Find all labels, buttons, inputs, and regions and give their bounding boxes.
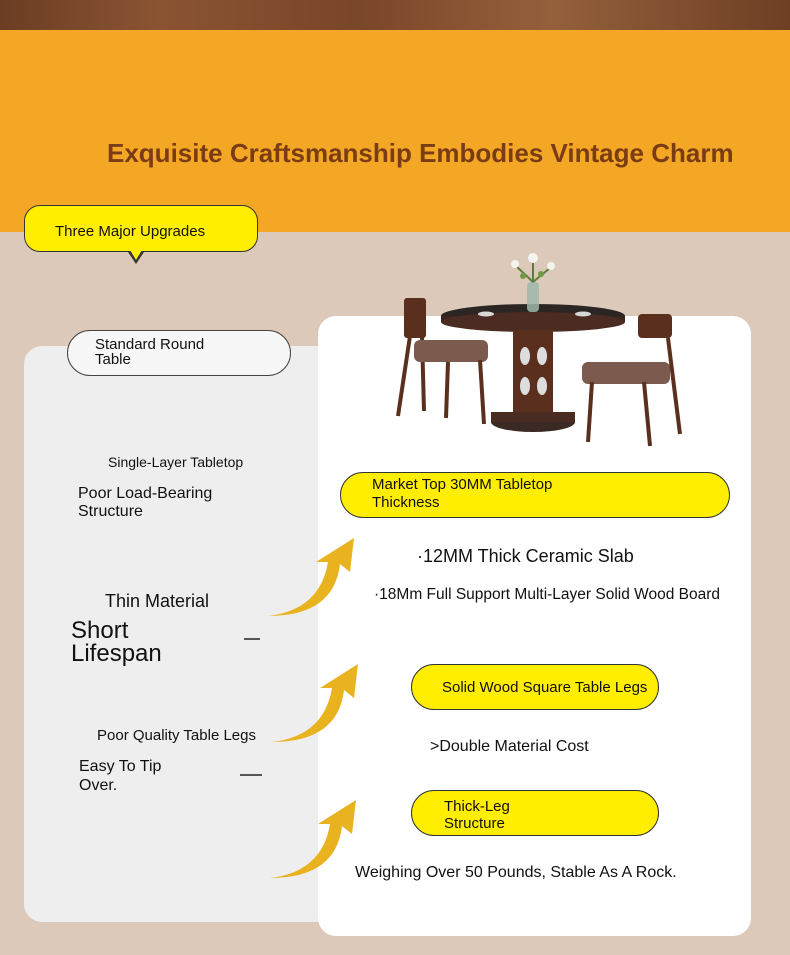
upgrades-bubble-label: Three Major Upgrades	[55, 223, 206, 240]
wood-board-text: ·18Mm Full Support Multi-Layer Solid Wood Board	[374, 586, 721, 603]
wood-floor-strip	[0, 0, 790, 30]
divider-dash	[244, 638, 260, 640]
bubble-tail-fill	[130, 250, 142, 260]
poor-load-bearing-text: Poor Load-Bearing Structure	[78, 485, 213, 520]
page-title: Exquisite Craftsmanship Embodies Vintage Charm	[107, 138, 734, 168]
easy-to-tip-text: Easy To Tip Over.	[79, 758, 162, 794]
thin-material-text: Thin Material	[105, 591, 210, 611]
market-top-label: Market Top 30MM Tabletop Thickness	[372, 476, 553, 511]
ceramic-slab-text: ·12MM Thick Ceramic Slab	[417, 546, 634, 566]
curved-arrow-icon	[266, 798, 362, 884]
solid-wood-legs-label: Solid Wood Square Table Legs	[442, 679, 648, 696]
upgrades-speech-bubble	[24, 205, 258, 252]
poor-table-legs-text: Poor Quality Table Legs	[97, 727, 256, 744]
dining-table-set-image	[388, 246, 698, 456]
weight-stability-text: Weighing Over 50 Pounds, Stable As A Rock.	[355, 864, 677, 881]
header-banner	[0, 30, 790, 232]
standard-table-label-pill	[67, 330, 291, 376]
thick-leg-label: Thick-Leg Structure	[444, 798, 510, 832]
single-layer-tabletop-text: Single-Layer Tabletop	[108, 454, 244, 470]
divider-dash	[240, 774, 262, 776]
curved-arrow-icon	[264, 536, 360, 622]
curved-arrow-icon	[268, 662, 364, 748]
short-lifespan-text: Short Lifespan	[71, 617, 162, 667]
double-material-cost-text: >Double Material Cost	[430, 738, 589, 755]
standard-table-heading: Standard Round Table	[95, 336, 205, 368]
